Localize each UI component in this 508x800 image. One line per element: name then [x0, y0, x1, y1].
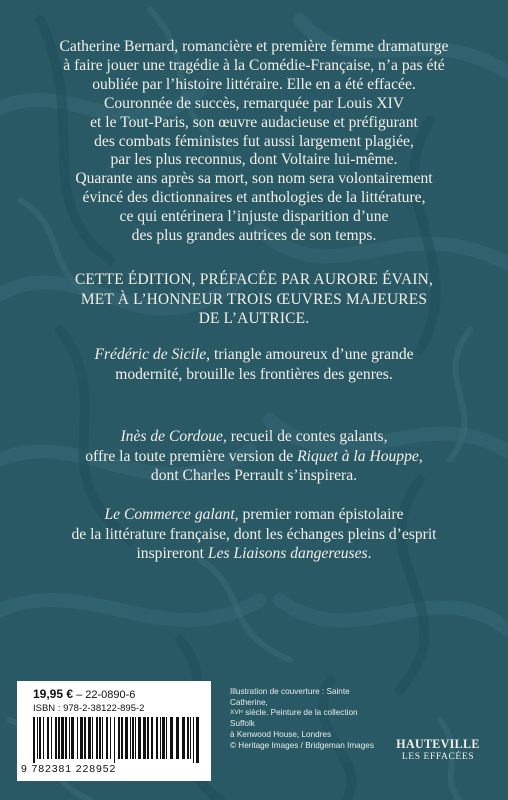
credits-line: © Heritage Images / Bridgeman Images	[230, 740, 374, 750]
blurb-line: par les plus reconnus, dont Voltaire lui-même.	[110, 151, 398, 169]
work-commerce-galant	[40, 505, 468, 564]
cover-credits	[230, 687, 380, 751]
blurb-line: oubliée par l’histoire littéraire. Elle en a été effacée.	[92, 75, 416, 93]
credits-line: à Kenwood House, Londres	[230, 729, 332, 739]
product-code: – 22-0890-6	[73, 689, 136, 701]
price: 19,95 €	[33, 687, 74, 701]
publisher-name: HAUTEVILLE	[396, 736, 480, 751]
edition-line: CETTE ÉDITION, PRÉFACÉE PAR AURORE ÉVAIN,	[74, 271, 434, 288]
barcode-icon	[25, 717, 203, 763]
barcode-digits: 9 782381 228952	[21, 763, 117, 775]
work-ines-de-cordoue	[40, 427, 468, 486]
barcode-box	[17, 681, 211, 781]
work-text: offre la toute première version de	[85, 447, 298, 465]
work-title: Le Commerce galant	[104, 506, 235, 523]
blurb-line: des plus grandes autrices de son temps.	[131, 227, 377, 245]
credits-line: Illustration de couverture : Sainte Catherine,	[230, 687, 350, 707]
blurb-line: Catherine Bernard, romancière et première femme dramaturge	[59, 38, 449, 55]
work-text: modernité, brouille les frontières des genres.	[115, 365, 393, 383]
work-reference: Les Liaisons dangereuses	[207, 545, 368, 562]
work-text: , triangle amoureux d’une grande	[206, 346, 414, 363]
edition-line: MET À L’HONNEUR TROIS ŒUVRES MAJEURES	[80, 290, 428, 308]
work-text: de la littérature française, dont les échanges pleins d’esprit	[71, 525, 437, 543]
isbn: ISBN : 978-2-38122-895-2	[33, 703, 145, 714]
work-text: , premier roman épistolaire	[234, 506, 404, 523]
price-line	[33, 687, 135, 701]
blurb-line: évincé des dictionnaires et anthologies de la littérature,	[82, 189, 426, 207]
blurb-line: des combats féministes fut aussi largement plagiée,	[94, 132, 414, 150]
blurb-line: Couronnée de succès, remarquée par Louis XIV	[103, 94, 405, 112]
work-title: Inès de Cordoue	[120, 428, 223, 445]
publisher-logo	[386, 737, 490, 763]
work-text: dont Charles Perrault s’inspirera.	[150, 467, 358, 484]
work-text: .	[367, 545, 372, 562]
credits-century: XVIᵉ	[230, 709, 243, 717]
work-reference: Riquet à la Houppe	[297, 447, 419, 465]
blurb-line: ce qui entérinera l’injuste disparition d’une	[119, 208, 389, 226]
blurb-paragraph	[40, 38, 468, 246]
blurb-line: et le Tout-Paris, son œuvre audacieuse et préfigurant	[90, 113, 418, 131]
publisher-collection: LES EFFACÉES	[401, 752, 475, 762]
edition-statement	[40, 270, 468, 329]
work-text: inspireront	[136, 545, 208, 562]
blurb-line: Quarante ans après sa mort, son nom sera volontairement	[75, 170, 433, 188]
work-frederic-de-sicile	[40, 345, 468, 384]
credits-line: siècle. Peinture de la collection Suffolk	[230, 708, 358, 729]
blurb-line: à faire jouer une tragédie à la Comédie-Française, n’a pas été	[63, 56, 445, 74]
work-title: Frédéric de Sicile	[94, 346, 207, 363]
work-text: , recueil de contes galants,	[222, 428, 388, 445]
work-text: ,	[418, 447, 423, 465]
edition-line: DE L’AUTRICE.	[198, 310, 310, 328]
